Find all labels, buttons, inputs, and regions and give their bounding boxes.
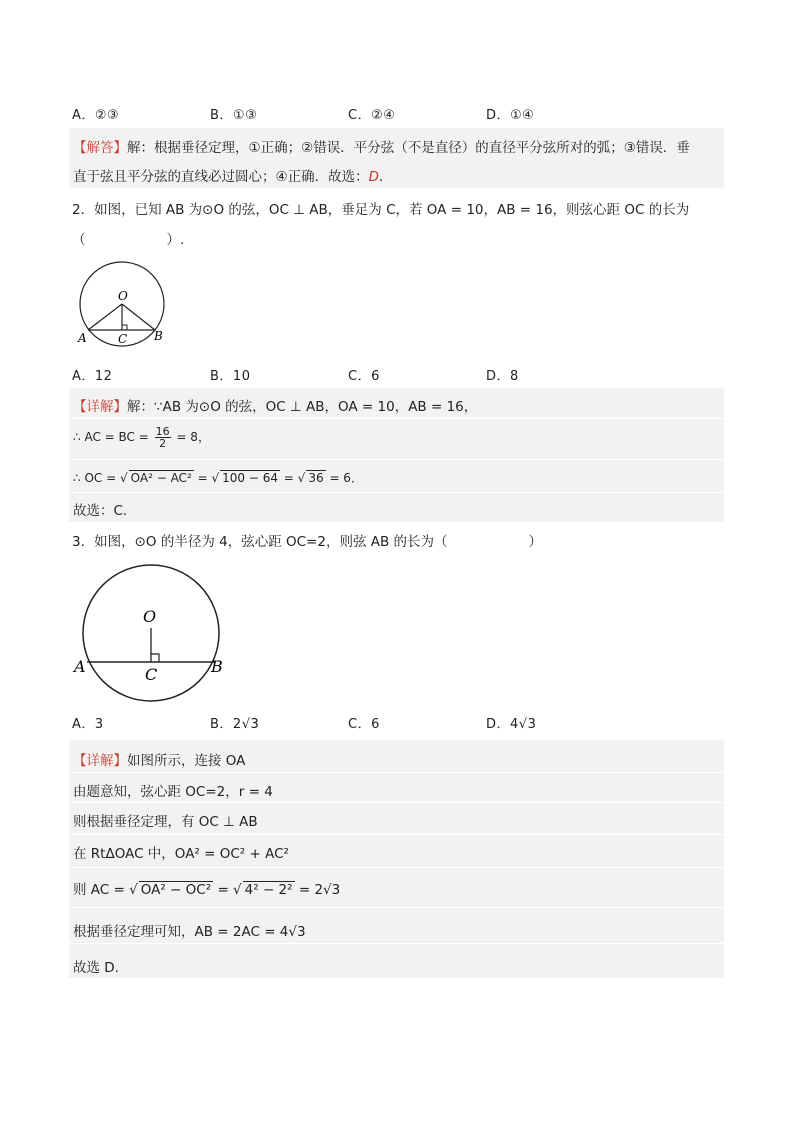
q2-label-c: C: [118, 332, 128, 346]
q1-option-c: C．②④: [348, 108, 396, 123]
q3-option-d: D．4√3: [486, 717, 537, 732]
q3-options: [72, 713, 772, 733]
q2-solution-block: [69, 388, 724, 522]
q2-question-line2: （ ）.: [72, 232, 185, 248]
q2-label-o: O: [118, 289, 128, 303]
q2-sol-line4: 故选：C．: [73, 503, 137, 519]
q3-option-c: C．6: [348, 717, 380, 732]
q2-label-a: A: [78, 331, 87, 345]
q2-option-b: B．10: [210, 369, 251, 384]
q3-sol-line1: 【详解】如图所示，连接 OA: [73, 753, 246, 769]
q3-sol-line3: 则根据垂径定理，有 OC ⊥ AB: [73, 814, 258, 830]
q3-circle-figure: [68, 558, 238, 704]
q2-right-angle-mark: [122, 325, 127, 330]
q1-option-d: D．①④: [486, 108, 535, 123]
q2-option-c: C．6: [348, 369, 380, 384]
q2-sol-line2: ∴ AC = BC = $\frac{16}{2}$ = 8，: [73, 425, 210, 450]
q3-label-o: O: [143, 607, 157, 626]
q1-option-a: A．②③: [72, 108, 120, 123]
q1-option-b: B．①③: [210, 108, 258, 123]
q3-option-a: A．3: [72, 717, 104, 732]
q1-answer-line1: 【解答】解：根据垂径定理，①正确；②错误．平分弦（不是直径）的直径平分弦所对的弧；③错误．垂: [73, 140, 690, 156]
q2-radius-oa: [88, 304, 122, 330]
q3-question-line1: 3．如图，⊙O 的半径为 4，弦心距 OC=2，则弦 AB 的长为（ ）: [72, 534, 543, 550]
q2-sol-line1: 【详解】解：∵AB 为⊙O 的弦，OC ⊥ AB，OA = 10，AB = 16，: [73, 399, 478, 415]
q3-solution-block: [69, 740, 724, 978]
q3-sol-line6: 根据垂径定理可知，AB = 2AC = 4√3: [73, 924, 306, 940]
q2-options: [72, 365, 772, 385]
q2-option-d: D．8: [486, 369, 519, 384]
q3-sol-line5: 则 AC = √ OA² − OC² = √ 4² − 2² = 2√3: [73, 882, 341, 898]
q3-sol-line2: 由题意知，弦心距 OC=2，r = 4: [73, 784, 273, 800]
answer-tag: 【解答】: [73, 140, 127, 156]
q2-question-line1: 2．如图，已知 AB 为⊙O 的弦，OC ⊥ AB，垂足为 C，若 OA = 10，AB = 16，则弦心距 OC 的长为: [72, 202, 690, 218]
q3-option-b: B．2√3: [210, 717, 260, 732]
q3-sol-line7: 故选 D.: [73, 960, 119, 976]
q2-sol-line3: ∴ OC = √ OA² − AC² = √ 100 − 64 = √ 36 = 6．: [73, 471, 363, 485]
q3-label-c: C: [145, 665, 158, 684]
q1-answer-block: [69, 128, 724, 188]
q2-option-a: A．12: [72, 369, 113, 384]
answer-choice: D: [368, 169, 380, 185]
q2-circle-figure: [72, 258, 182, 352]
q3-label-a: A: [74, 657, 86, 676]
q3-right-angle-mark: [151, 654, 159, 662]
q1-options: [72, 104, 772, 124]
q3-sol-line4: 在 RtΔOAC 中，OA² = OC² + AC²: [73, 846, 289, 862]
q2-fraction: $\frac{16}{2}$: [155, 425, 170, 450]
q3-label-b: B: [211, 657, 223, 676]
q1-answer-line2: 直于弦且平分弦的直线必过圆心；④正确．故选：D.: [73, 169, 384, 185]
q2-label-b: B: [154, 329, 163, 343]
